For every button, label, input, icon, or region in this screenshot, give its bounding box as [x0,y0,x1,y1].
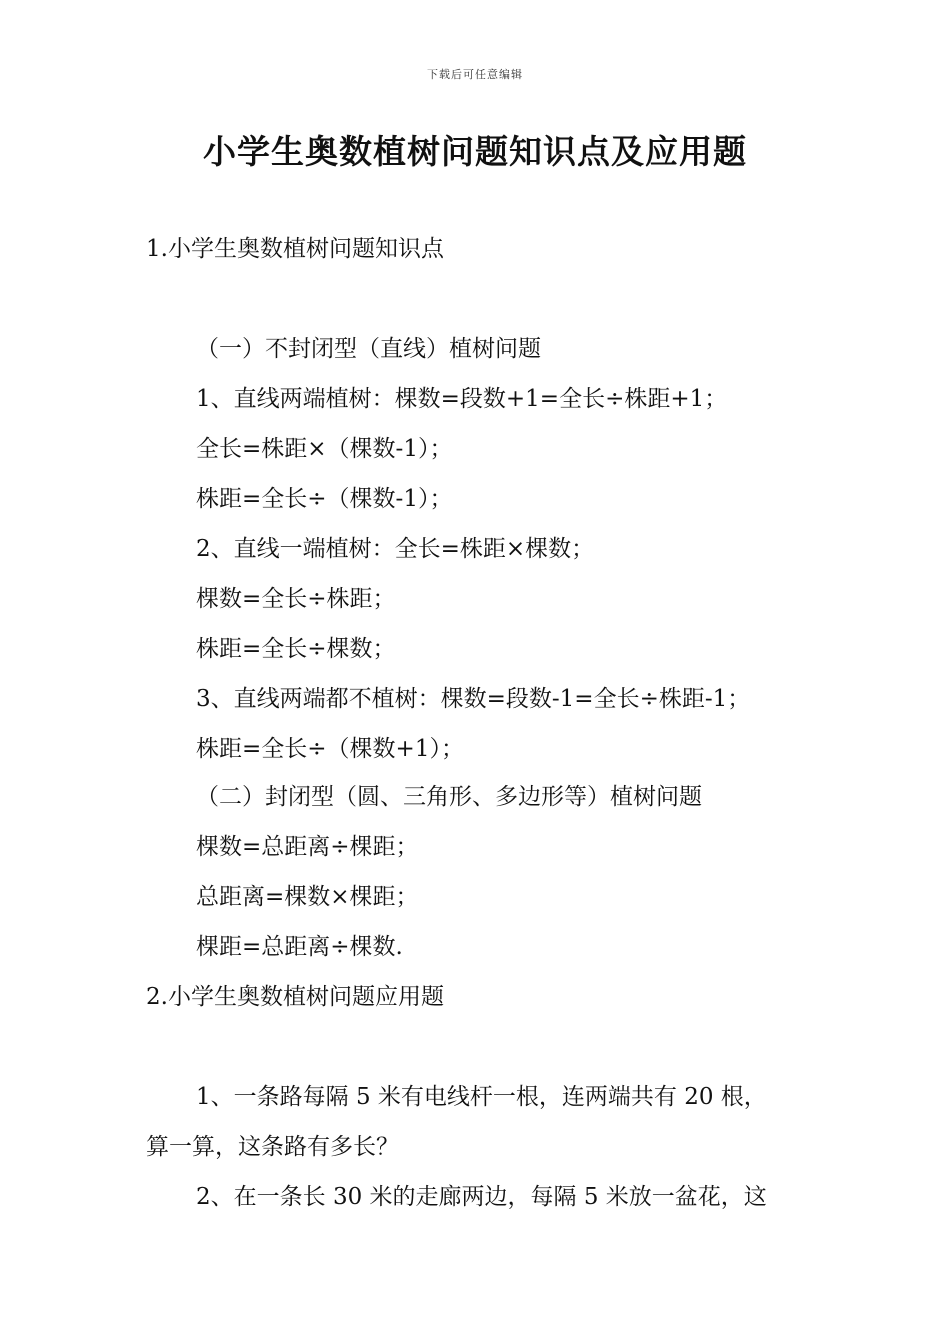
problem-line: 1、一条路每隔 5 米有电线杆一根，连两端共有 20 根， [196,1084,767,1110]
section-heading-knowledge: 1.小学生奥数植树问题知识点 [146,236,444,262]
formula-line: 总距离=棵数×棵距； [196,884,419,910]
formula-line: 棵数=总距离÷棵距； [196,834,419,860]
problem-line: 算一算，这条路有多长？ [146,1134,399,1160]
formula-line: 1、直线两端植树：棵数=段数+1=全长÷株距+1； [196,386,728,412]
formula-line: 株距=全长÷（棵数-1）； [196,486,453,512]
subsection-heading-open-line: （一）不封闭型（直线）植树问题 [196,336,541,362]
document-title: 小学生奥数植树问题知识点及应用题 [203,132,747,171]
formula-line: 2、直线一端植树：全长=株距×棵数； [196,536,595,562]
section-heading-problems: 2.小学生奥数植树问题应用题 [146,984,444,1010]
formula-line: 株距=全长÷棵数； [196,636,396,662]
header-note: 下载后可任意编辑 [427,68,523,81]
formula-line: 3、直线两端都不植树：棵数=段数-1=全长÷株距-1； [196,686,751,712]
formula-line: 棵距=总距离÷棵数. [196,934,403,960]
formula-line: 株距=全长÷（棵数+1）； [196,736,464,762]
problem-line: 2、在一条长 30 米的走廊两边，每隔 5 米放一盆花，这 [196,1184,767,1210]
subsection-heading-closed: （二）封闭型（圆、三角形、多边形等）植树问题 [196,784,702,810]
formula-line: 棵数=全长÷株距； [196,586,396,612]
formula-line: 全长=株距×（棵数-1）； [196,436,453,462]
